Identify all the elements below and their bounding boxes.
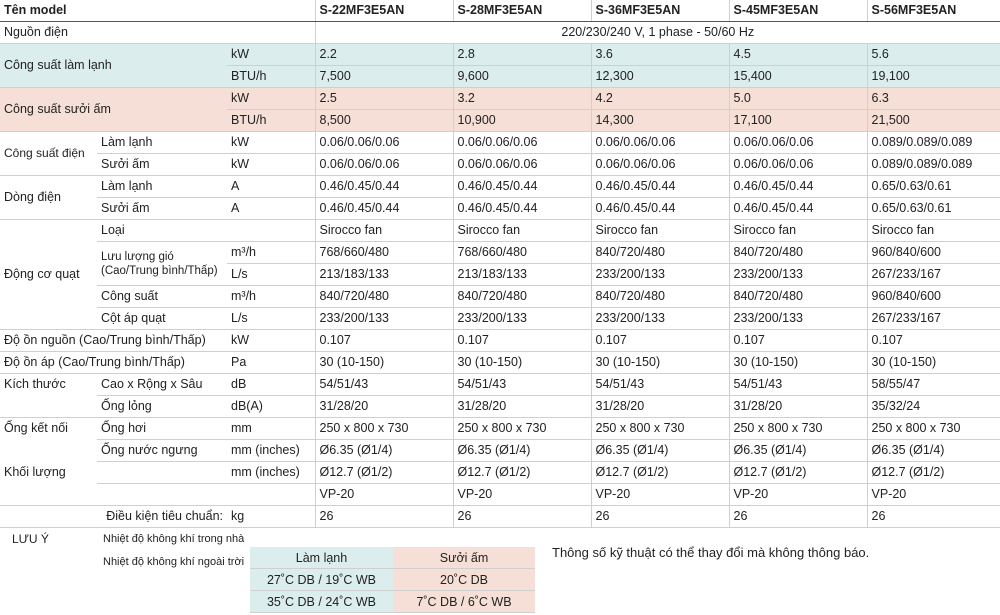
cell-value: 54/51/43 xyxy=(453,374,591,396)
cell-value: 840/720/480 xyxy=(729,286,867,308)
cell-value: 0.06/0.06/0.06 xyxy=(729,132,867,154)
noise-source-row xyxy=(0,330,1000,352)
drain-pipe-row xyxy=(0,440,1000,462)
sub-label: Cao x Rộng x Sâu xyxy=(97,374,227,396)
empty-cell xyxy=(97,484,227,506)
cell-value: 21,500 xyxy=(867,110,1000,132)
cell-value: 0.107 xyxy=(867,330,1000,352)
cell-value: 233/200/133 xyxy=(729,264,867,286)
empty-cell xyxy=(97,462,227,484)
cell-value: 0.06/0.06/0.06 xyxy=(453,154,591,176)
cell-value: 250 x 800 x 730 xyxy=(867,418,1000,440)
cell-value: Ø6.35 (Ø1/4) xyxy=(729,440,867,462)
empty-cell xyxy=(0,396,97,418)
cell-value: VP-20 xyxy=(867,484,1000,506)
empty-cell xyxy=(227,484,315,506)
cell-value: 30 (10-150) xyxy=(453,352,591,374)
cell-value: Ø12.7 (Ø1/2) xyxy=(315,462,453,484)
liquid-pipe-row xyxy=(0,396,1000,418)
cell-value: 0.46/0.45/0.44 xyxy=(453,176,591,198)
cell-value: VP-20 xyxy=(591,484,729,506)
cool-header: Làm lạnh xyxy=(250,547,393,569)
cell-value: 840/720/480 xyxy=(315,286,453,308)
unit-label: A xyxy=(227,176,315,198)
unit-label: dB xyxy=(227,374,315,396)
cell-value: 26 xyxy=(867,506,1000,528)
cell-value: 267/233/167 xyxy=(867,264,1000,286)
cell-value: Ø12.7 (Ø1/2) xyxy=(867,462,1000,484)
cell-value: 54/51/43 xyxy=(729,374,867,396)
disclaimer-text: Thông số kỹ thuật có thể thay đổi mà không thông báo. xyxy=(552,545,870,560)
cell-value: 30 (10-150) xyxy=(591,352,729,374)
cell-value: 3.6 xyxy=(591,44,729,66)
cell-value: 0.06/0.06/0.06 xyxy=(591,154,729,176)
cell-value: 6.3 xyxy=(867,88,1000,110)
empty-cell xyxy=(0,484,97,506)
cell-value: 0.06/0.06/0.06 xyxy=(729,154,867,176)
cell-value: Ø6.35 (Ø1/4) xyxy=(453,440,591,462)
unit-label: kW xyxy=(227,154,315,176)
model-name: S-36MF3E5AN xyxy=(591,0,729,22)
cell-value: 213/183/133 xyxy=(453,264,591,286)
outdoor-temp-label: Nhiệt độ không khí ngoài trời xyxy=(103,556,245,568)
unit-label: kW xyxy=(227,132,315,154)
cell-value: 233/200/133 xyxy=(453,308,591,330)
noise-pressure-row xyxy=(0,352,1000,374)
unit-label: dB(A) xyxy=(227,396,315,418)
cooling-kw-row xyxy=(0,44,1000,66)
sub-label: Sưởi ấm xyxy=(97,154,227,176)
sub-label: Loại xyxy=(97,220,227,242)
cell-value: 31/28/20 xyxy=(729,396,867,418)
unit-label: L/s xyxy=(227,308,315,330)
cell-value: 0.65/0.63/0.61 xyxy=(867,198,1000,220)
model-name: S-22MF3E5AN xyxy=(315,0,453,22)
cell-value: 15,400 xyxy=(729,66,867,88)
unit-label: kW xyxy=(227,330,315,352)
sub-label: Công suất xyxy=(97,286,227,308)
cell-value: 213/183/133 xyxy=(315,264,453,286)
noise-source-label: Độ ồn nguồn (Cao/Trung bình/Thấp) xyxy=(0,330,227,352)
unit-label: L/s xyxy=(227,264,315,286)
unit-label: kW xyxy=(227,44,315,66)
note-section xyxy=(0,529,1000,615)
conditions-header-row xyxy=(250,547,535,569)
cell-value: 35/32/24 xyxy=(867,396,1000,418)
empty-cell xyxy=(0,440,97,462)
cell-value: VP-20 xyxy=(729,484,867,506)
cell-value: 54/51/43 xyxy=(315,374,453,396)
cell-value: 233/200/133 xyxy=(729,308,867,330)
heat-outdoor-value: 7˚C DB / 6˚C WB xyxy=(393,591,535,613)
cell-value: 0.46/0.45/0.44 xyxy=(315,176,453,198)
sub-label: Ống hơi xyxy=(97,418,227,440)
cell-value: 233/200/133 xyxy=(591,308,729,330)
cell-value: 0.65/0.63/0.61 xyxy=(867,176,1000,198)
cell-value: 233/200/133 xyxy=(591,264,729,286)
sub-label: Ống nước ngưng xyxy=(97,440,227,462)
cell-value: 840/720/480 xyxy=(591,242,729,264)
model-name: S-28MF3E5AN xyxy=(453,0,591,22)
cell-value: 8,500 xyxy=(315,110,453,132)
cell-value: 840/720/480 xyxy=(591,286,729,308)
cell-value: 3.2 xyxy=(453,88,591,110)
cooling-capacity-label: Công suất làm lạnh xyxy=(0,44,227,88)
noise-pressure-label: Độ ồn áp (Cao/Trung bình/Thấp) xyxy=(0,352,227,374)
cell-value: Ø12.7 (Ø1/2) xyxy=(591,462,729,484)
cell-value: 0.46/0.45/0.44 xyxy=(315,198,453,220)
cell-value: 26 xyxy=(729,506,867,528)
cell-value: Sirocco fan xyxy=(867,220,1000,242)
sub-label: Cột áp quạt xyxy=(97,308,227,330)
cell-value: 0.46/0.45/0.44 xyxy=(729,176,867,198)
cell-value: 7,500 xyxy=(315,66,453,88)
fan-output-row xyxy=(0,286,1000,308)
unit-label: Pa xyxy=(227,352,315,374)
cell-value: 10,900 xyxy=(453,110,591,132)
indoor-temp-label: Nhiệt độ không khí trong nhà xyxy=(103,533,245,545)
airflow-m3h-row xyxy=(0,242,1000,264)
cell-value: 9,600 xyxy=(453,66,591,88)
cell-value: 0.107 xyxy=(729,330,867,352)
cell-value: Sirocco fan xyxy=(591,220,729,242)
cell-value: 19,100 xyxy=(867,66,1000,88)
cell-value: 5.6 xyxy=(867,44,1000,66)
cell-value: Ø6.35 (Ø1/4) xyxy=(591,440,729,462)
sub-label: Ống lỏng xyxy=(97,396,227,418)
standard-conditions-label: Điều kiện tiêu chuẩn: xyxy=(0,506,227,528)
cell-value: 2.2 xyxy=(315,44,453,66)
cell-value: 0.46/0.45/0.44 xyxy=(591,176,729,198)
power-source-label: Nguồn điện xyxy=(0,22,315,44)
heat-header: Sưởi ấm xyxy=(393,547,535,569)
cell-value: 12,300 xyxy=(591,66,729,88)
cell-value: Sirocco fan xyxy=(729,220,867,242)
dimensions-label: Kích thước xyxy=(4,377,66,392)
cell-value: 250 x 800 x 730 xyxy=(591,418,729,440)
fan-type-row xyxy=(0,220,1000,242)
cell-value: 768/660/480 xyxy=(315,242,453,264)
cool-outdoor-value: 35˚C DB / 24˚C WB xyxy=(250,591,393,613)
cell-value: 0.107 xyxy=(453,330,591,352)
model-name: S-56MF3E5AN xyxy=(867,0,1000,22)
cell-value: 0.089/0.089/0.089 xyxy=(867,154,1000,176)
unit-label xyxy=(227,220,315,242)
unit-label: BTU/h xyxy=(227,66,315,88)
cell-value: 960/840/600 xyxy=(867,242,1000,264)
cell-value: 26 xyxy=(315,506,453,528)
pipe-connection-label: Ống kết nối xyxy=(4,421,68,436)
cell-value: 250 x 800 x 730 xyxy=(729,418,867,440)
cell-value: 0.46/0.45/0.44 xyxy=(453,198,591,220)
cell-value: 30 (10-150) xyxy=(729,352,867,374)
cell-value: 0.107 xyxy=(315,330,453,352)
weight-row xyxy=(0,462,1000,484)
cell-value: 4.5 xyxy=(729,44,867,66)
conditions-row xyxy=(250,591,535,613)
cell-value: Ø6.35 (Ø1/4) xyxy=(315,440,453,462)
cell-value: 840/720/480 xyxy=(453,286,591,308)
cell-value: 14,300 xyxy=(591,110,729,132)
cell-value: Sirocco fan xyxy=(315,220,453,242)
conditions-table xyxy=(250,547,535,613)
cell-value: 2.8 xyxy=(453,44,591,66)
cell-value: 31/28/20 xyxy=(591,396,729,418)
note-label: LƯU Ý xyxy=(12,532,49,546)
pipe-connection-row xyxy=(0,418,1000,440)
unit-label: mm (inches) xyxy=(227,440,315,462)
cell-value: VP-20 xyxy=(315,484,453,506)
airflow-label xyxy=(97,242,227,286)
current-heat-row xyxy=(0,198,1000,220)
cell-value: 31/28/20 xyxy=(453,396,591,418)
power-source-row xyxy=(0,22,1000,44)
power-input-cool-row xyxy=(0,132,1000,154)
weight-label: Khối lượng xyxy=(4,465,66,479)
cell-value: Sirocco fan xyxy=(453,220,591,242)
unit-label: mm (inches) xyxy=(227,462,315,484)
cell-value: Ø12.7 (Ø1/2) xyxy=(729,462,867,484)
cell-value: 0.089/0.089/0.089 xyxy=(867,132,1000,154)
cell-value: 58/55/47 xyxy=(867,374,1000,396)
cell-value: 0.06/0.06/0.06 xyxy=(315,132,453,154)
heat-indoor-value: 20˚C DB xyxy=(393,569,535,591)
unit-label: kg xyxy=(227,506,315,528)
power-source-value: 220/230/240 V, 1 phase - 50/60 Hz xyxy=(315,22,1000,44)
unit-label: A xyxy=(227,198,315,220)
sub-label: Làm lạnh xyxy=(97,176,227,198)
header-label: Tên model xyxy=(0,0,315,22)
fan-motor-label: Động cơ quạt xyxy=(0,220,97,330)
cell-value: 30 (10-150) xyxy=(867,352,1000,374)
cell-value: 0.107 xyxy=(591,330,729,352)
cell-value: Ø6.35 (Ø1/4) xyxy=(867,440,1000,462)
airflow-label-line1: Lưu lượng gió xyxy=(101,250,174,263)
power-input-heat-row xyxy=(0,154,1000,176)
cell-value: 960/840/600 xyxy=(867,286,1000,308)
unit-label: m³/h xyxy=(227,286,315,308)
cell-value: 4.2 xyxy=(591,88,729,110)
sub-label: Làm lạnh xyxy=(97,132,227,154)
model-name: S-45MF3E5AN xyxy=(729,0,867,22)
header-row xyxy=(0,0,1000,22)
cell-value: 26 xyxy=(591,506,729,528)
conditions-row xyxy=(250,569,535,591)
cell-value: 31/28/20 xyxy=(315,396,453,418)
cell-value: 0.06/0.06/0.06 xyxy=(591,132,729,154)
cool-indoor-value: 27˚C DB / 19˚C WB xyxy=(250,569,393,591)
cell-value: 54/51/43 xyxy=(591,374,729,396)
cell-value: 0.46/0.45/0.44 xyxy=(729,198,867,220)
cell-value: 26 xyxy=(453,506,591,528)
cell-value: 840/720/480 xyxy=(729,242,867,264)
unit-label: mm xyxy=(227,418,315,440)
cell-value: 17,100 xyxy=(729,110,867,132)
cell-value: VP-20 xyxy=(453,484,591,506)
current-label: Dòng điện xyxy=(0,176,97,220)
cell-value: 0.06/0.06/0.06 xyxy=(315,154,453,176)
standard-conditions-row xyxy=(0,506,1000,528)
power-input-label: Công suất điện xyxy=(0,132,97,176)
cell-value: Ø12.7 (Ø1/2) xyxy=(453,462,591,484)
dimensions-row xyxy=(0,374,1000,396)
airflow-label-line2: (Cao/Trung bình/Thấp) xyxy=(101,264,218,277)
unit-label: BTU/h xyxy=(227,110,315,132)
unit-label: kW xyxy=(227,88,315,110)
current-cool-row xyxy=(0,176,1000,198)
sub-label: Sưởi ấm xyxy=(97,198,227,220)
vp-row xyxy=(0,484,1000,506)
cell-value: 0.06/0.06/0.06 xyxy=(453,132,591,154)
cell-value: 233/200/133 xyxy=(315,308,453,330)
cell-value: 250 x 800 x 730 xyxy=(315,418,453,440)
cell-value: 250 x 800 x 730 xyxy=(453,418,591,440)
static-pressure-row xyxy=(0,308,1000,330)
cell-value: 768/660/480 xyxy=(453,242,591,264)
cell-value: 2.5 xyxy=(315,88,453,110)
cell-value: 30 (10-150) xyxy=(315,352,453,374)
cell-value: 5.0 xyxy=(729,88,867,110)
unit-label: m³/h xyxy=(227,242,315,264)
heating-kw-row xyxy=(0,88,1000,110)
cell-value: 267/233/167 xyxy=(867,308,1000,330)
heating-capacity-label: Công suất sưởi ấm xyxy=(0,88,227,132)
cell-value: 0.46/0.45/0.44 xyxy=(591,198,729,220)
